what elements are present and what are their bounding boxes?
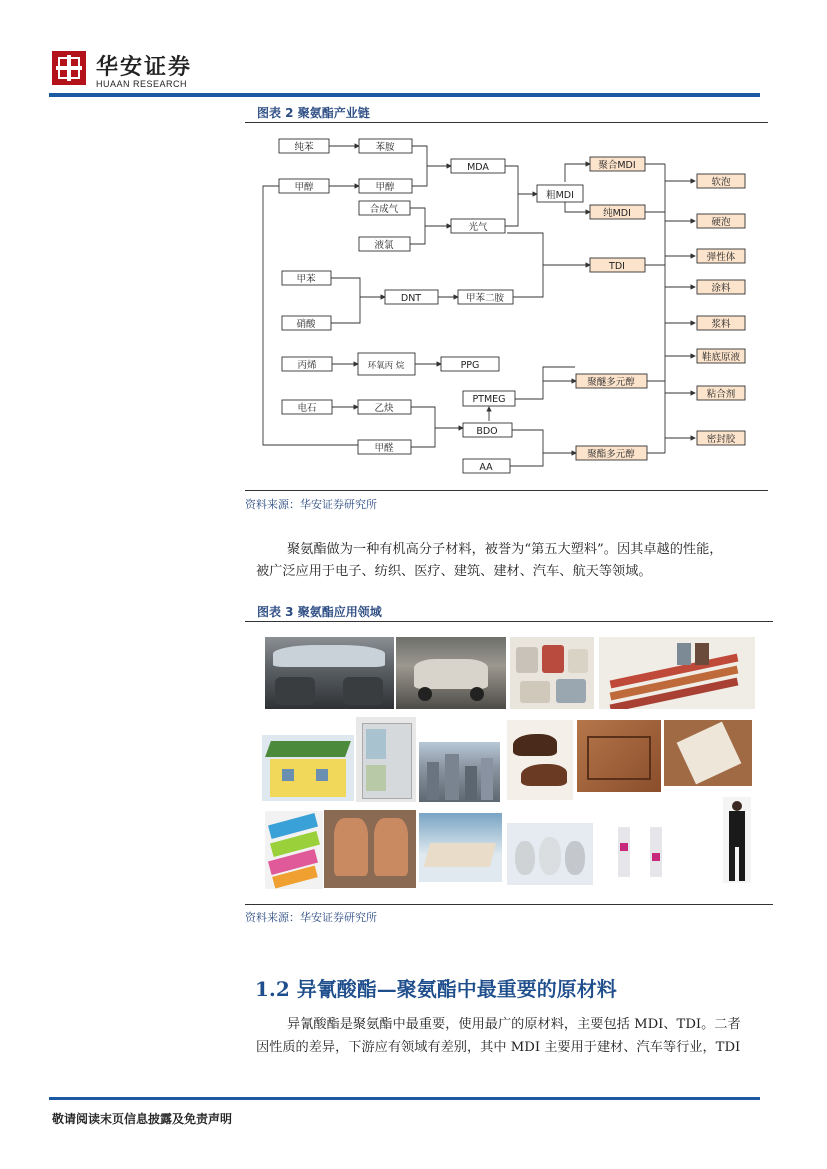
label-mda: MDA [467, 162, 489, 173]
label-chunben: 纯苯 [294, 142, 314, 153]
label-yique: 乙炔 [374, 403, 394, 414]
label-dianshi: 电石 [297, 403, 317, 414]
photo-sponges [265, 811, 323, 889]
label-tanxingti: 弹性体 [706, 252, 736, 263]
polyurethane-chain-diagram [245, 127, 768, 487]
label-huanyangbingwan: 环氧丙 烷 [367, 361, 405, 371]
section-line-1: 异氰酸酯是聚氨酯中最重要，使用最广的原材料，主要包括 MDI、TDI。二者 [287, 1017, 741, 1032]
label-jiaquan: 甲醛 [374, 443, 394, 454]
label-nianheji: 粘合剂 [706, 389, 736, 400]
photo-leather-shoes [507, 720, 573, 800]
label-aa: AA [479, 462, 493, 473]
label-jumiduoyuanchun: 聚醚多元醇 [587, 377, 635, 388]
figure2-bottom-rule [245, 490, 768, 491]
photo-house-insulation [262, 735, 354, 801]
label-hechengqi: 合成气 [369, 204, 399, 215]
label-xiaosuan: 硝酸 [296, 319, 316, 330]
section-heading: 1.2 异氰酸酯—聚氨酯中最重要的原材料 [255, 977, 617, 1001]
company-logo [52, 51, 86, 85]
brand-name-en: HUAAN RESEARCH [96, 79, 188, 89]
label-benan: 苯胺 [375, 142, 395, 153]
label-tuliao: 涂料 [711, 283, 731, 294]
label-jiachun-b: 甲醇 [375, 182, 395, 193]
label-zhiduoyuanchun: 聚酯多元醇 [587, 449, 635, 460]
photo-sealant-tubes [599, 637, 755, 709]
photo-car-interior [265, 637, 394, 709]
label-jiachun-a: 甲醇 [294, 182, 314, 193]
figure3-top-rule [245, 621, 773, 622]
footer-divider [49, 1097, 760, 1100]
label-ppg: PPG [460, 360, 480, 371]
label-guangqi: 光气 [468, 222, 488, 233]
label-yingpao: 硬泡 [711, 217, 731, 228]
photo-city-buildings [419, 742, 500, 802]
label-jiaben: 甲苯 [296, 274, 316, 285]
photo-leather-bag [577, 720, 661, 792]
figure3-bottom-rule [245, 904, 773, 905]
photo-car-seats [324, 810, 416, 888]
header-divider [49, 93, 760, 97]
label-xiediyuanye: 鞋底原液 [701, 352, 741, 363]
label-bdo: BDO [476, 426, 498, 437]
label-jiaben-eran: 甲苯二胺 [465, 293, 505, 304]
label-bingxi: 丙烯 [297, 360, 317, 371]
photo-paint-cans [510, 637, 594, 709]
label-ruanpao: 软泡 [711, 177, 731, 188]
photo-elastic-socks [596, 823, 689, 886]
photo-foam-mattress [419, 813, 502, 882]
section-line-2: 因性质的差异，下游应有领域有差别，其中 MDI 主要用于建材、汽车等行业，TDI [256, 1040, 741, 1055]
photo-sportswear [723, 797, 751, 883]
label-tdi: TDI [609, 261, 625, 272]
intro-line-1: 聚氨酯做为一种有机高分子材料，被誉为“第五大塑料”。因其卓越的性能， [287, 542, 723, 557]
photo-car-assembly [396, 637, 506, 709]
label-cumdi: 粗MDI [546, 190, 574, 201]
figure2-caption: 图表 2 聚氨酯产业链 [257, 106, 370, 120]
figure3-source: 资料来源：华安证券研究所 [245, 911, 377, 924]
footer-disclaimer: 敬请阅读末页信息披露及免责声明 [52, 1112, 233, 1126]
label-chunmdi: 纯MDI [603, 208, 631, 219]
figure3-caption: 图表 3 聚氨酯应用领域 [257, 605, 382, 619]
label-yelv: 液氯 [374, 240, 394, 251]
photo-refrigerator [356, 717, 416, 802]
intro-line-2: 被广泛应用于电子、纺织、医疗、建筑、建材、汽车、航天等领域。 [256, 564, 652, 579]
label-juhemdi: 聚合MDI [598, 160, 636, 171]
application-photo-grid [245, 624, 773, 902]
photo-fiber-spools [507, 823, 593, 885]
brand-name-cn: 华安证券 [96, 54, 193, 80]
label-dnt: DNT [400, 293, 422, 304]
label-mifengjiao: 密封胶 [706, 434, 736, 445]
photo-synthetic-leather [664, 720, 752, 786]
label-ptmeg: PTMEG [472, 394, 506, 405]
label-jiangliao: 浆料 [711, 319, 731, 330]
figure2-source: 资料来源：华安证券研究所 [245, 498, 377, 511]
figure2-top-rule [245, 122, 768, 123]
